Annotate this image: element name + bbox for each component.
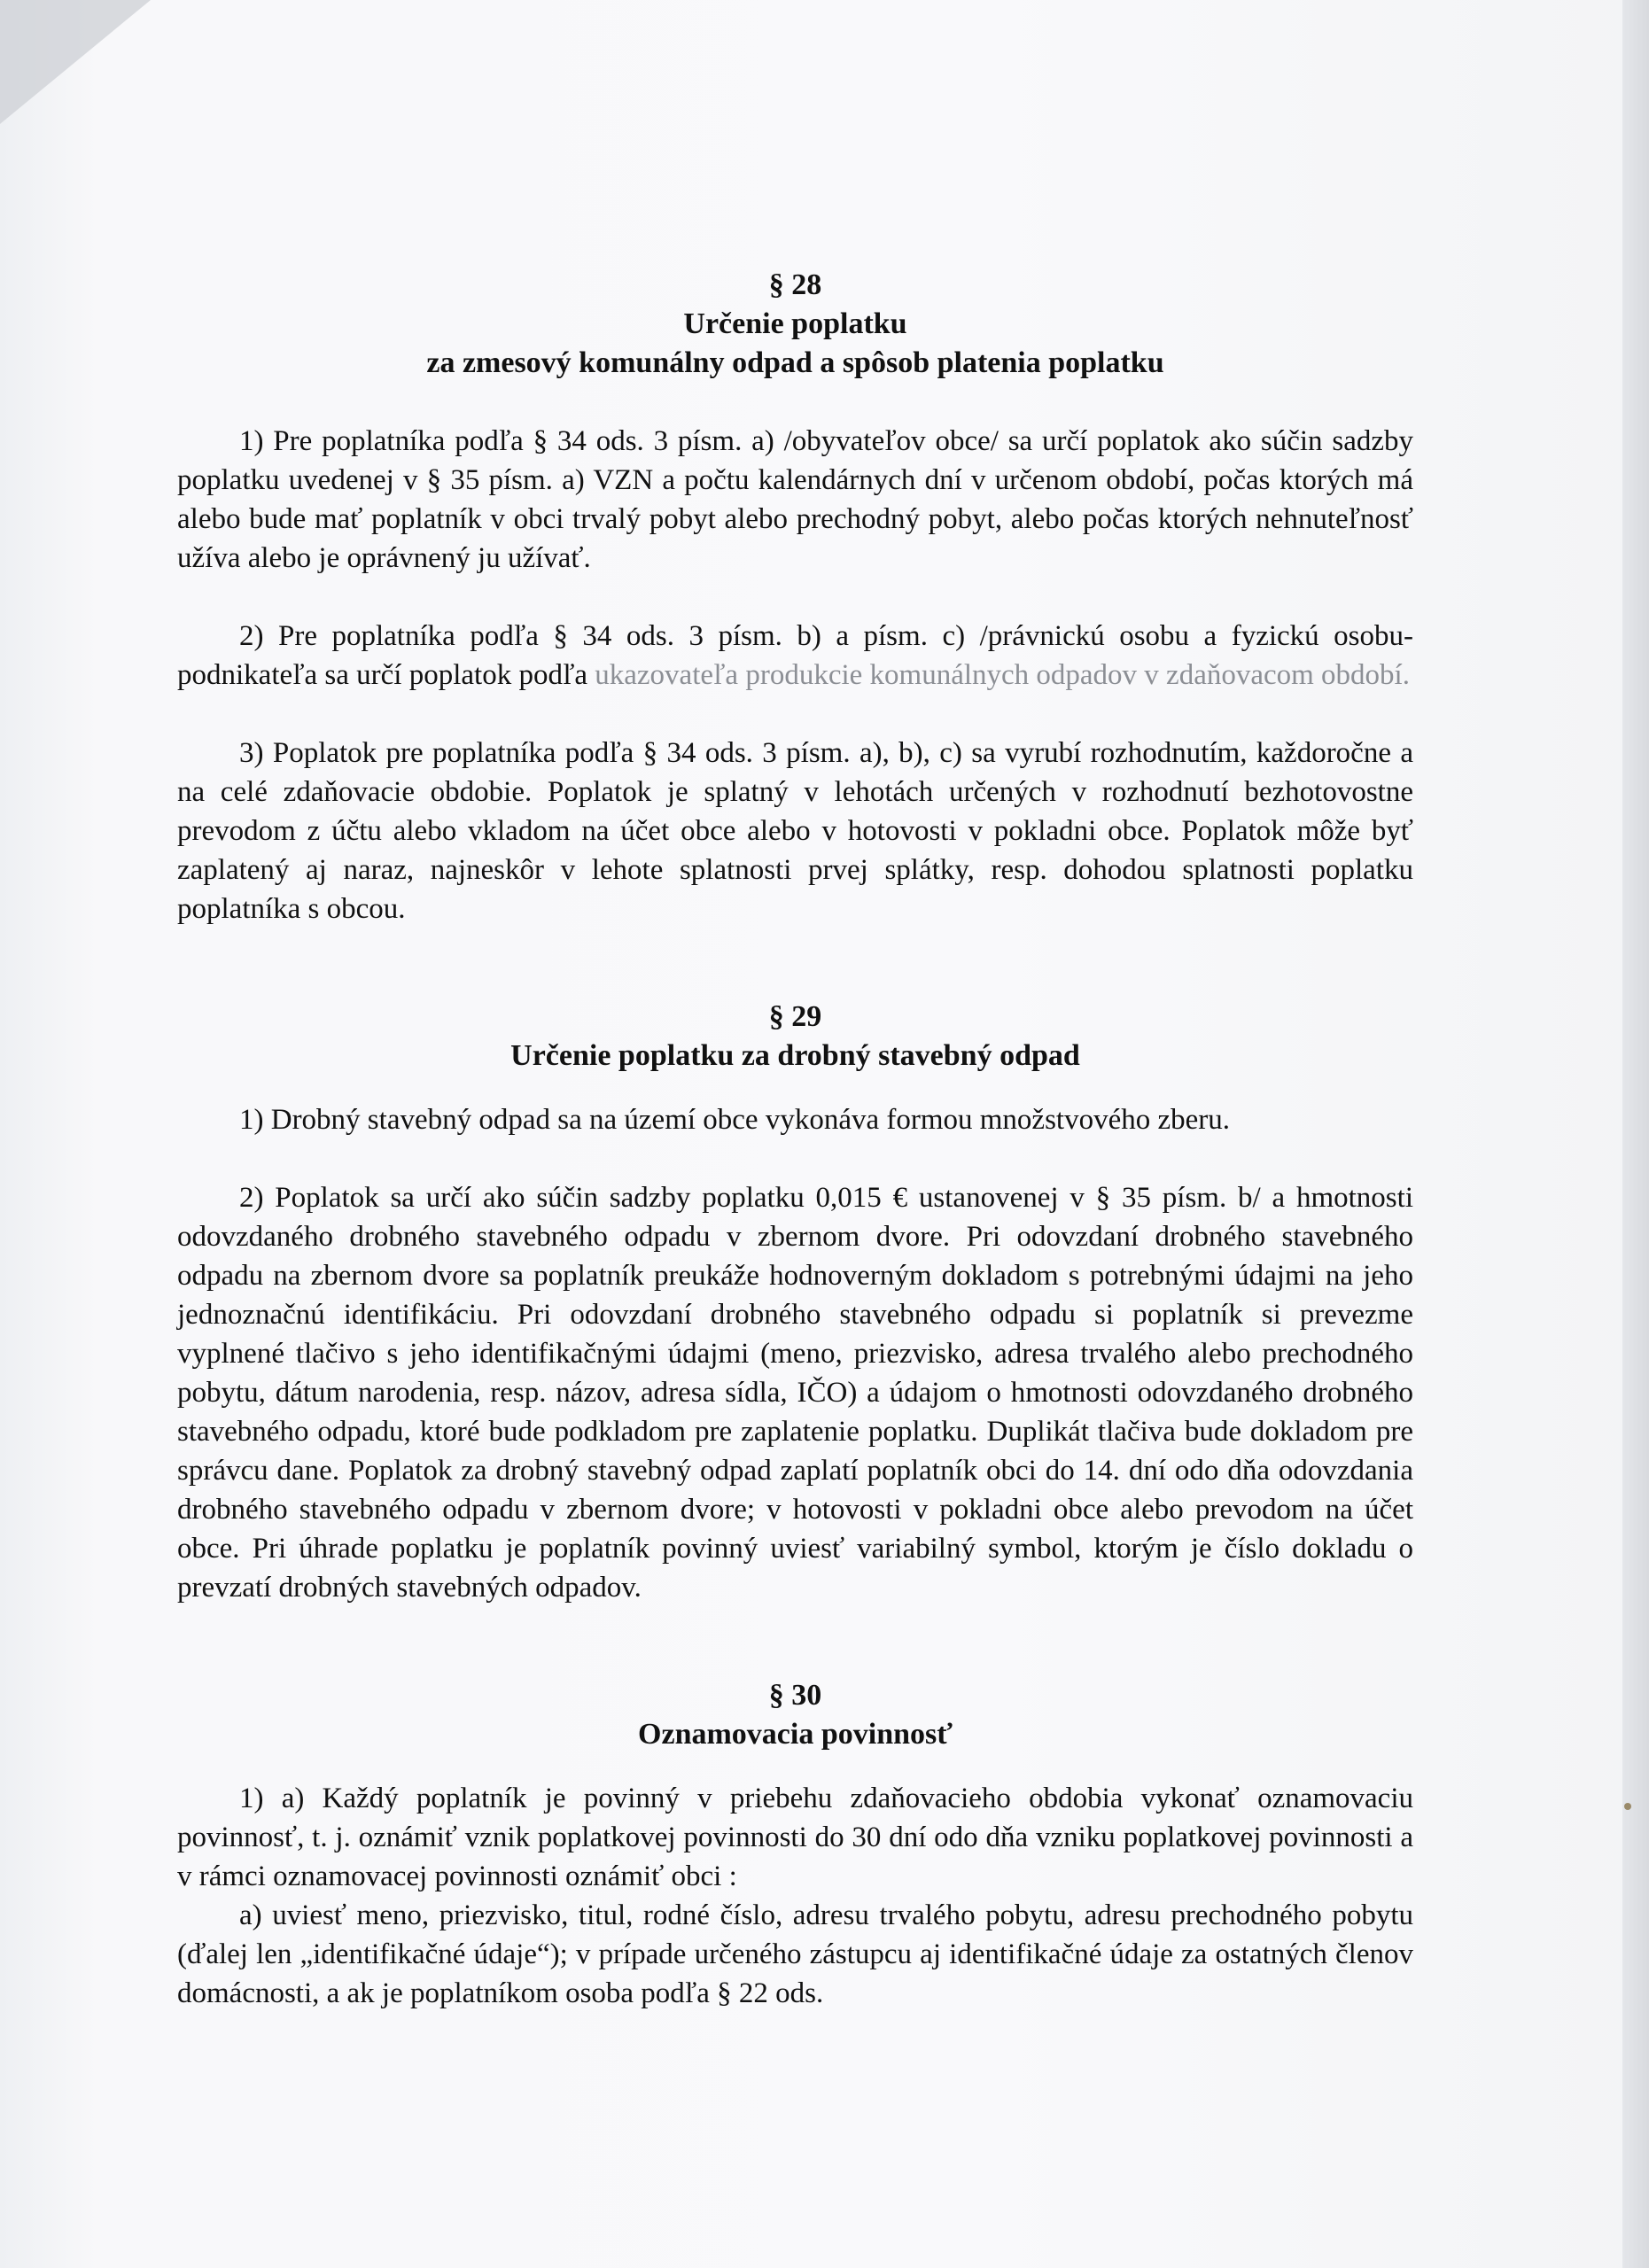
- section-title: Oznamovacia povinnosť: [638, 1718, 953, 1751]
- section-29: [177, 998, 1413, 1607]
- document-body: [177, 266, 1413, 2013]
- paragraph: 1) a) Každý poplatník je povinný v priebehu zdaňovacieho obdobia vykonať oznamovaciu povinnosť, t. j. oznámiť vznik poplatkovej povinnosti do 30 dní odo dňa vzniku poplatkovej povinnosti a v rámci oznamovacej povinnosti oznámiť obci :: [177, 1783, 1413, 1892]
- section-sign: § 28: [768, 268, 822, 301]
- paragraph: 1) Drobný stavebný odpad sa na území obce vykonáva formou množstvového zberu.: [239, 1104, 1231, 1136]
- scan-speck: [1624, 1803, 1631, 1810]
- section-sign: § 30: [768, 1679, 822, 1712]
- faded-text: ukazovateľa produkcie komunálnych odpadov v zdaňovacom období.: [595, 659, 1410, 691]
- paragraph: a) uviesť meno, priezvisko, titul, rodné číslo, adresu trvalého pobytu, adresu prechodného pobytu (ďalej len „identifikačné údaje“); v prípade určeného zástupcu aj identifikačné údaje za ostatných členov domácnosti, a ak je poplatníkom osoba podľa § 22 ods.: [177, 1899, 1413, 2009]
- page-corner-fold: [0, 0, 151, 124]
- section-sign: § 29: [768, 1000, 822, 1033]
- section-title: Určenie poplatku: [683, 307, 907, 340]
- section-28: [177, 266, 1413, 928]
- section-title: Určenie poplatku za drobný stavebný odpad: [510, 1039, 1080, 1072]
- page-edge-shadow: [1622, 0, 1649, 2268]
- paragraph: 1) Pre poplatníka podľa § 34 ods. 3 písm. a) /obyvateľov obce/ sa určí poplatok ako súčin sadzby poplatku uvedenej v § 35 písm. a) VZN a počtu kalendárnych dní v určenom období, počas ktorých má alebo bude mať poplatník v obci trvalý pobyt alebo prechodný pobyt, alebo počas ktorých nehnuteľnosť užíva alebo je oprávnený ju užívať.: [177, 425, 1413, 574]
- section-30: [177, 1676, 1413, 2013]
- paragraph-text: 2) Pre poplatníka podľa § 34 ods. 3 písm. b) a písm. c) /právnickú osobu a fyzickú osobu-podnikateľa sa určí poplatok podľa: [177, 620, 1413, 691]
- paragraph: [177, 617, 1413, 695]
- section-subtitle: za zmesový komunálny odpad a spôsob platenia poplatku: [426, 346, 1164, 379]
- paragraph: 2) Poplatok sa určí ako súčin sadzby poplatku 0,015 € ustanovenej v § 35 písm. b/ a hmotnosti odovzdaného drobného stavebného odpadu v zbernom dvore. Pri odovzdaní drobného stavebného odpadu na zbernom dvore sa poplatník preukáže hodnoverným dokladom s potrebnými údajmi na jeho jednoznačnú identifikáciu. Pri odovzdaní drobného stavebného odpadu si poplatník si prevezme vyplnené tlačivo s jeho identifikačnými údajmi (meno, priezvisko, adresa trvalého alebo prechodného pobytu, dátum narodenia, resp. názov, adresa sídla, IČO) a údajom o hmotnosti odovzdaného drobného stavebného odpadu, ktoré bude podkladom pre zaplatenie poplatku. Duplikát tlačiva bude dokladom pre správcu dane. Poplatok za drobný stavebný odpad zaplatí poplatník obci do 14. dní odo dňa odovzdania drobného stavebného odpadu v zbernom dvore; v hotovosti v pokladni obce alebo prevodom na účet obce. Pri úhrade poplatku je poplatník povinný uviesť variabilný symbol, ktorým je číslo dokladu o prevzatí drobných stavebných odpadov.: [177, 1182, 1413, 1604]
- paragraph: 3) Poplatok pre poplatníka podľa § 34 ods. 3 písm. a), b), c) sa vyrubí rozhodnutím, každoročne a na celé zdaňovacie obdobie. Poplatok je splatný v lehotách určených v rozhodnutí bezhotovostne prevodom z účtu alebo vkladom na účet obce alebo v hotovosti v pokladni obce. Poplatok môže byť zaplatený aj naraz, najneskôr v lehote splatnosti prvej splátky, resp. dohodou splatnosti poplatku poplatníka s obcou.: [177, 737, 1413, 925]
